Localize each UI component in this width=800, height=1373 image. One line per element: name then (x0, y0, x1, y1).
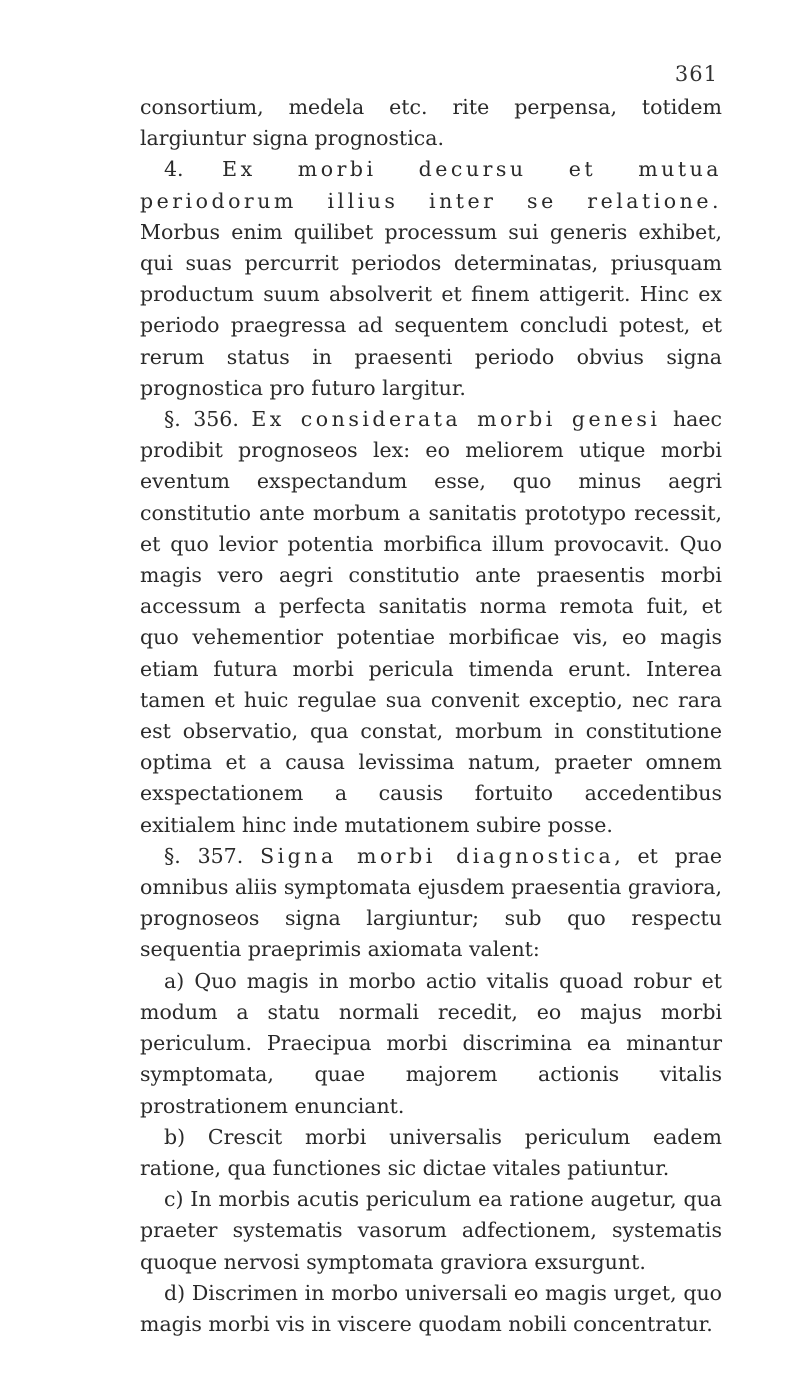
axiom-c (140, 1184, 722, 1278)
spaced-heading: Ex morbi decursu et mutua periodorum illius inter se relatione. (140, 157, 722, 213)
text-run: consortium, medela etc. rite perpensa, totidem largiuntur signa prognostica. (140, 95, 722, 151)
text-run: , et prae omnibus aliis symptomata ejusdem praesentia graviora, prognoseos signa largiuntur; sub quo respectu sequentia praeprimis axiomata valent: (140, 843, 723, 962)
page-number: 361 (674, 62, 718, 86)
axiom-b (140, 1122, 722, 1184)
text-run: d) Discrimen in morbo universali eo magis urget, quo magis morbi vis in viscere quodam nobili concentratur. (140, 1280, 722, 1336)
text-run: b) Crescit morbi universalis periculum eadem ratione, qua functiones sic dictae vitales patiuntur. (140, 1124, 722, 1180)
text-run: Morbus enim quilibet processum sui generis exhibet, qui suas percurrit periodos determinatas, priusquam productum suum absolverit et finem attigerit. Hinc ex periodo praegressa ad sequentem concludi potest, et rerum status in praesenti periodo obvius signa prognostica pro futuro largitur. (140, 219, 722, 400)
paragraph-continuation (140, 92, 722, 154)
paragraph-section-4 (140, 154, 722, 404)
axiom-d (140, 1278, 722, 1340)
text-run: a) Quo magis in morbo actio vitalis quoad robur et modum a statu normali recedit, eo majus morbi periculum. Praecipua morbi discrimina ea minantur symptomata, quae majorem actionis vitalis prostrationem enunciant. (140, 968, 722, 1118)
paragraph-section-356 (140, 404, 722, 841)
spaced-heading: Ex considerata morbi genesi (251, 407, 661, 432)
text-run: haec prodibit prognoseos lex: eo meliorem utique morbi eventum exspectandum esse, quo minus aegri constitutio ante morbum a sanitatis prototypo recessit, et quo levior potentia morbifica illum provocavit. Quo magis vero aegri constitutio ante praesentis morbi accessum a perfecta sanitatis norma remota fuit, et quo vehementior potentiae morbificae vis, eo magis etiam futura morbi pericula timenda erunt. Interea tamen et huic regulae sua convenit exceptio, nec rara est observatio, qua constat, morbum in constitutione optima et a causa levissima natum, praeter omnem exspectationem a causis fortuito accedentibus exitialem hinc inde mutationem subire posse. (140, 407, 722, 837)
section-number: §. 357. (164, 843, 261, 868)
text-run: c) In morbis acutis periculum ea ratione augetur, qua praeter systematis vasorum adfectionem, systematis quoque nervosi symptomata graviora exsurgunt. (140, 1187, 722, 1274)
section-number: §. 356. (164, 407, 252, 432)
spaced-heading: Signa morbi diagnostica (260, 843, 615, 868)
axiom-a (140, 966, 722, 1122)
paragraph-section-357 (140, 841, 722, 966)
item-number: 4. (164, 157, 223, 182)
body-text (140, 92, 722, 1340)
